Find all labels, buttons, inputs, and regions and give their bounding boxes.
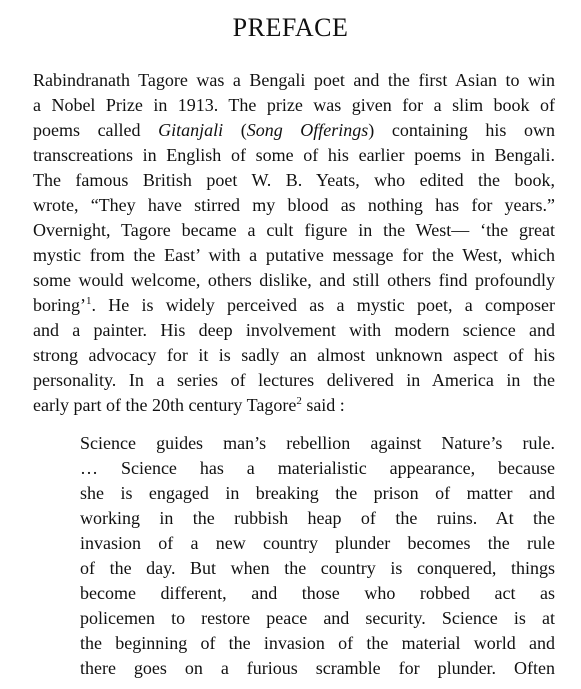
text-run: poems called xyxy=(33,120,159,140)
footnote-marker: 1 xyxy=(86,295,92,307)
text-run: ) containing his own xyxy=(368,120,555,140)
text-run: ( xyxy=(223,120,247,140)
book-title-italic: Gitanjali xyxy=(158,120,224,140)
text-line: transcreations in English of some of his earlier poems in Bengali. xyxy=(33,145,555,165)
text-line: Rabindranath Tagore was a Bengali poet and the first Asian to win xyxy=(33,70,555,90)
text-line xyxy=(33,393,555,418)
quote-line: policemen to restore peace and security. Science is at xyxy=(80,608,555,628)
text-line: a Nobel Prize in 1913. The prize was given for a slim book of xyxy=(33,95,555,115)
text-line: personality. In a series of lectures delivered in America in the xyxy=(33,370,555,390)
text-line: strong advocacy for it is sadly an almost unknown aspect of his xyxy=(33,345,555,365)
footnote-marker: 2 xyxy=(296,395,302,407)
text-line: wrote, “They have stirred my blood as nothing has for years.” xyxy=(33,195,555,215)
text-line: and a painter. His deep involvement with modern science and xyxy=(33,320,555,340)
text-line: Overnight, Tagore became a cult figure in the West— ‘the great xyxy=(33,220,555,240)
quote-line: become different, and those who robbed act as xyxy=(80,583,555,603)
preface-paragraph xyxy=(33,68,555,418)
text-line: mystic from the East’ with a putative message for the West, which xyxy=(33,245,555,265)
quote-line: invasion of a new country plunder becomes the rule xyxy=(80,533,555,553)
quote-line: of the day. But when the country is conquered, things xyxy=(80,558,555,578)
quote-line: she is engaged in breaking the prison of matter and xyxy=(80,483,555,503)
quote-line: … Science has a materialistic appearance, because xyxy=(80,458,555,478)
text-run: early part of the 20th century Tagore xyxy=(33,395,297,415)
text-run: said : xyxy=(301,395,345,415)
block-quote xyxy=(80,431,555,681)
text-line: some would welcome, others dislike, and still others find profoundly xyxy=(33,270,555,290)
page-title: PREFACE xyxy=(232,13,349,42)
quote-line: working in the rubbish heap of the ruins. At the xyxy=(80,508,555,528)
text-run: . He is widely perceived as a mystic poet, a composer xyxy=(91,295,555,315)
book-subtitle-italic: Song Offerings xyxy=(246,120,369,140)
quote-line: there goes on a furious scramble for plunder. Often xyxy=(80,658,555,678)
text-line xyxy=(33,293,555,318)
quote-line: the beginning of the invasion of the material world and xyxy=(80,633,555,653)
text-line: The famous British poet W. B. Yeats, who edited the book, xyxy=(33,170,555,190)
text-run: boring’ xyxy=(33,295,86,315)
quote-line: Science guides man’s rebellion against Nature’s rule. xyxy=(80,433,555,453)
text-line xyxy=(33,118,555,143)
